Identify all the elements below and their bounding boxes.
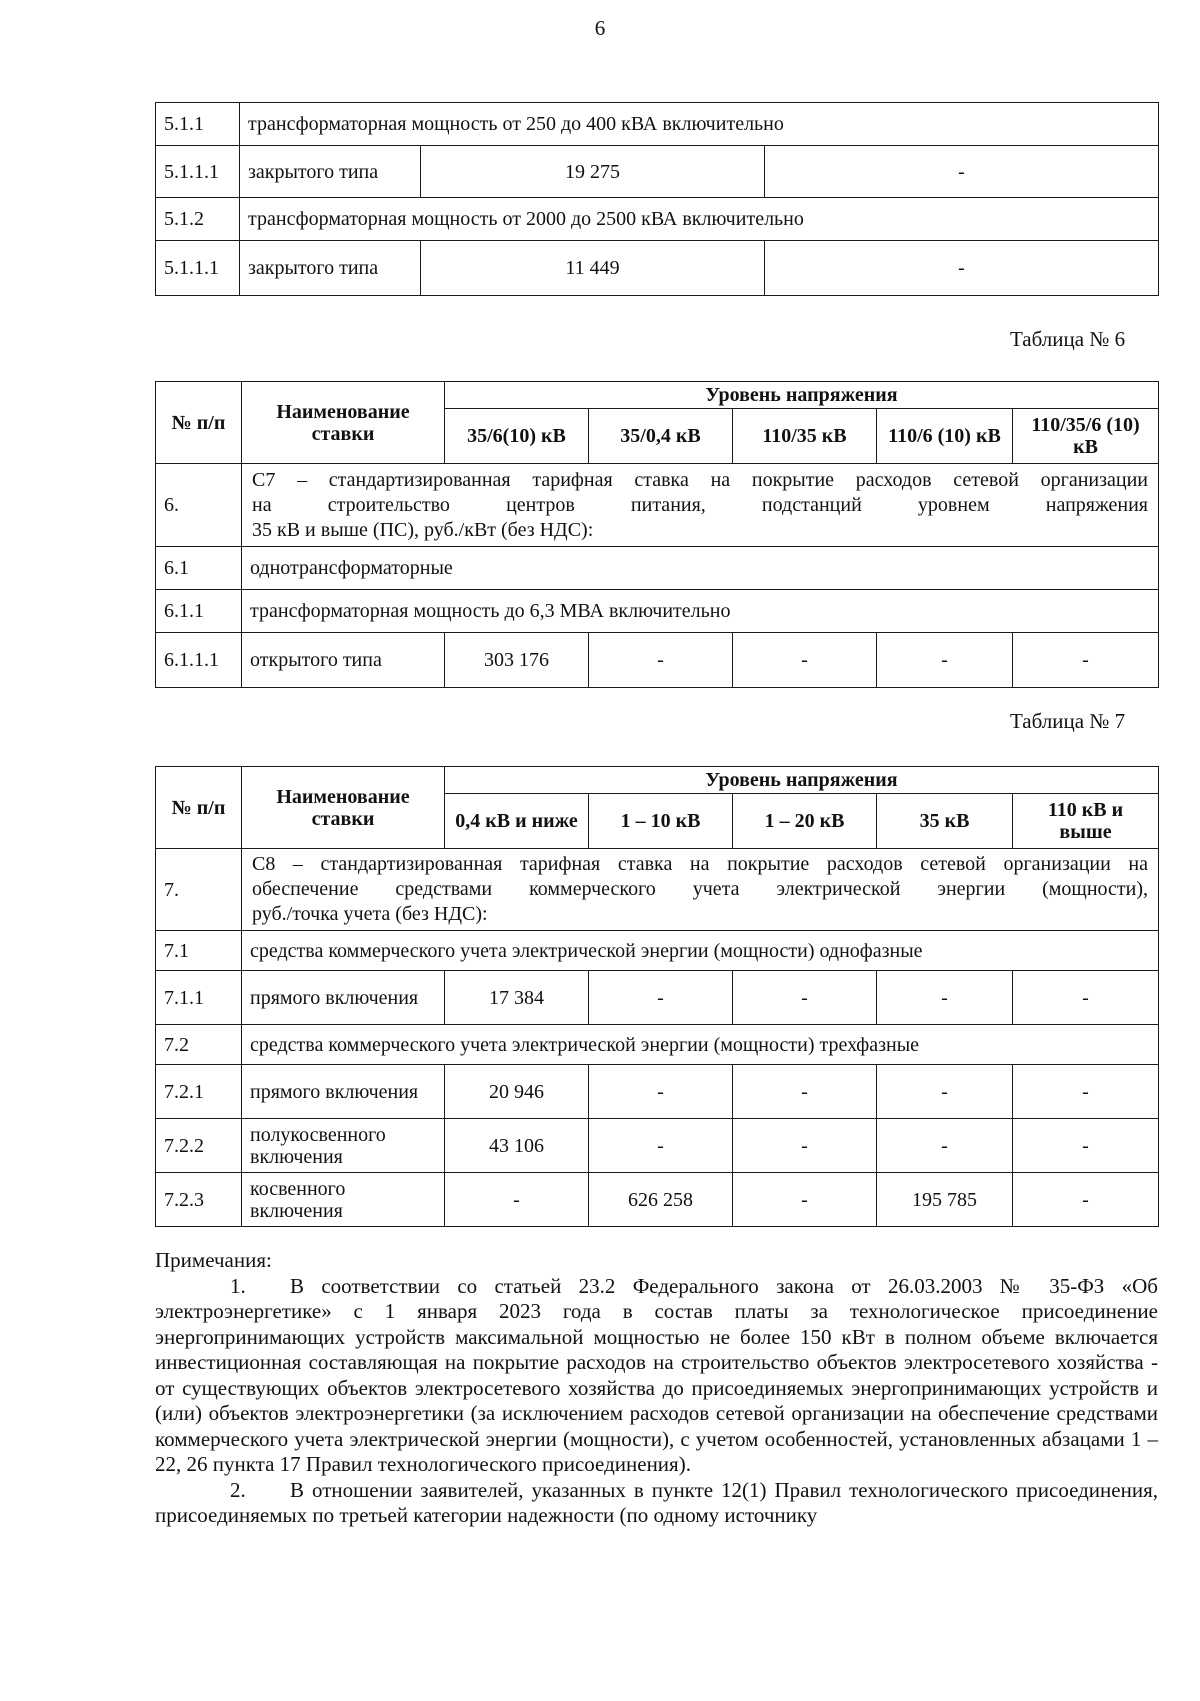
row-value: - bbox=[877, 1065, 1013, 1119]
header-voltage-level: Уровень напряжения bbox=[445, 767, 1159, 794]
row-value: 43 106 bbox=[445, 1119, 589, 1173]
header-level: 35/6(10) кВ bbox=[445, 409, 589, 464]
table-6 bbox=[155, 381, 1159, 688]
row-value: - bbox=[1013, 971, 1159, 1025]
row-text: трансформаторная мощность от 2000 до 2500 кВА включительно bbox=[240, 198, 1159, 241]
row-number: 6.1.1 bbox=[156, 590, 242, 633]
note-1-number: 1. bbox=[230, 1273, 246, 1298]
row-value: - bbox=[589, 1065, 733, 1119]
row-name: закрытого типа bbox=[240, 146, 421, 198]
row-value: - bbox=[445, 1173, 589, 1227]
row-value: - bbox=[589, 971, 733, 1025]
row-value: 19 275 bbox=[421, 146, 765, 198]
row-value: - bbox=[877, 633, 1013, 688]
row-value: - bbox=[1013, 1065, 1159, 1119]
row-value: - bbox=[733, 1065, 877, 1119]
note-2-text: В отношении заявителей, указанных в пункте 12(1) Правил технологического присоединения, присоединяемых по третьей категории надежности (по одному источнику bbox=[155, 1477, 1158, 1527]
header-level: 35 кВ bbox=[877, 794, 1013, 849]
header-name: Наименование ставки bbox=[242, 382, 445, 464]
row-value: 303 176 bbox=[445, 633, 589, 688]
row-value: 20 946 bbox=[445, 1065, 589, 1119]
table-row bbox=[156, 633, 1159, 688]
table-row bbox=[156, 1173, 1159, 1227]
header-name: Наименование ставки bbox=[242, 767, 445, 849]
row-name: полукосвенного включения bbox=[242, 1119, 445, 1173]
row-value: 195 785 bbox=[877, 1173, 1013, 1227]
row-value: 17 384 bbox=[445, 971, 589, 1025]
section-description: С8 – стандартизированная тарифная ставка на покрытие расходов сетевой организации на обеспечение средствами коммерческого учета электрической энергии (мощности), руб./точка учета (без НДС): bbox=[242, 849, 1159, 931]
header-num: № п/п bbox=[156, 382, 242, 464]
row-number: 7. bbox=[156, 849, 242, 931]
row-name: прямого включения bbox=[242, 1065, 445, 1119]
row-value: - bbox=[589, 1119, 733, 1173]
row-value: - bbox=[733, 971, 877, 1025]
row-number: 7.1.1 bbox=[156, 971, 242, 1025]
table-row bbox=[156, 464, 1159, 547]
table-row bbox=[156, 1065, 1159, 1119]
row-number: 7.2 bbox=[156, 1025, 242, 1065]
row-text: трансформаторная мощность от 250 до 400 кВА включительно bbox=[240, 103, 1159, 146]
row-number: 7.2.1 bbox=[156, 1065, 242, 1119]
note-2 bbox=[155, 1478, 1158, 1529]
note-2-number: 2. bbox=[230, 1477, 246, 1502]
header-level: 35/0,4 кВ bbox=[589, 409, 733, 464]
row-number: 5.1.1 bbox=[156, 103, 240, 146]
table-row bbox=[156, 146, 1159, 198]
row-text: средства коммерческого учета электрической энергии (мощности) трехфазные bbox=[242, 1025, 1159, 1065]
row-value: - bbox=[1013, 1173, 1159, 1227]
header-level: 0,4 кВ и ниже bbox=[445, 794, 589, 849]
row-number: 6.1.1.1 bbox=[156, 633, 242, 688]
row-number: 6.1 bbox=[156, 547, 242, 590]
table-5-continuation bbox=[155, 102, 1159, 296]
table-row bbox=[156, 1119, 1159, 1173]
row-value: - bbox=[765, 146, 1159, 198]
row-value: - bbox=[589, 633, 733, 688]
table-row bbox=[156, 849, 1159, 931]
table-row bbox=[156, 103, 1159, 146]
row-number: 5.1.2 bbox=[156, 198, 240, 241]
section-description: С7 – стандартизированная тарифная ставка на покрытие расходов сетевой организации на строительство центров питания, подстанций уровнем напряжения 35 кВ и выше (ПС), руб./кВт (без НДС): bbox=[242, 464, 1159, 547]
row-value: - bbox=[733, 1119, 877, 1173]
note-1-text: В соответствии со статьей 23.2 Федерального закона от 26.03.2003 № 35-ФЗ «Об электроэнергетике» с 1 января 2023 года в состав платы за технологическое присоединение энергопринимающих устройств максимальной мощностью не более 150 кВт в полном объеме включается инвестиционная составляющая на покрытие расходов на строительство объектов электросетевого хозяйства - от существующих объектов электросетевого хозяйства до присоединяемых энергопринимающих устройств и (или) объектов электроэнергетики (за исключением расходов сетевой организации на обеспечение средствами коммерческого учета электрической энергии (мощности), с учетом особенностей, установленных абзацами 1 – 22, 26 пункта 17 Правил технологического присоединения). bbox=[155, 1273, 1158, 1476]
header-level: 110 кВ и выше bbox=[1013, 794, 1159, 849]
notes-title: Примечания: bbox=[155, 1248, 272, 1272]
row-value: 11 449 bbox=[421, 241, 765, 296]
row-value: - bbox=[877, 1119, 1013, 1173]
header-level: 1 – 20 кВ bbox=[733, 794, 877, 849]
table-row bbox=[156, 547, 1159, 590]
row-value: - bbox=[765, 241, 1159, 296]
row-value: - bbox=[733, 633, 877, 688]
header-level: 110/35/6 (10) кВ bbox=[1013, 409, 1159, 464]
row-text: средства коммерческого учета электрической энергии (мощности) однофазные bbox=[242, 931, 1159, 971]
row-number: 7.2.2 bbox=[156, 1119, 242, 1173]
table-7-caption: Таблица № 7 bbox=[1010, 709, 1126, 733]
row-name: прямого включения bbox=[242, 971, 445, 1025]
table-row bbox=[156, 590, 1159, 633]
row-text: однотрансформаторные bbox=[242, 547, 1159, 590]
row-number: 5.1.1.1 bbox=[156, 241, 240, 296]
table-6-caption: Таблица № 6 bbox=[1010, 327, 1126, 351]
page-number: 6 bbox=[594, 16, 606, 40]
row-name: открытого типа bbox=[242, 633, 445, 688]
table-row bbox=[156, 1025, 1159, 1065]
table-row bbox=[156, 931, 1159, 971]
row-number: 7.2.3 bbox=[156, 1173, 242, 1227]
notes-section bbox=[155, 1248, 1158, 1529]
row-number: 6. bbox=[156, 464, 242, 547]
row-name: косвенного включения bbox=[242, 1173, 445, 1227]
row-text: трансформаторная мощность до 6,3 МВА включительно bbox=[242, 590, 1159, 633]
header-level: 1 – 10 кВ bbox=[589, 794, 733, 849]
header-level: 110/6 (10) кВ bbox=[877, 409, 1013, 464]
row-number: 5.1.1.1 bbox=[156, 146, 240, 198]
table-row bbox=[156, 971, 1159, 1025]
row-number: 7.1 bbox=[156, 931, 242, 971]
row-value: 626 258 bbox=[589, 1173, 733, 1227]
table-row bbox=[156, 241, 1159, 296]
row-value: - bbox=[733, 1173, 877, 1227]
table-7 bbox=[155, 766, 1159, 1227]
header-level: 110/35 кВ bbox=[733, 409, 877, 464]
row-value: - bbox=[1013, 633, 1159, 688]
note-1 bbox=[155, 1274, 1158, 1478]
header-voltage-level: Уровень напряжения bbox=[445, 382, 1159, 409]
table-row bbox=[156, 198, 1159, 241]
row-value: - bbox=[1013, 1119, 1159, 1173]
header-num: № п/п bbox=[156, 767, 242, 849]
row-value: - bbox=[877, 971, 1013, 1025]
row-name: закрытого типа bbox=[240, 241, 421, 296]
